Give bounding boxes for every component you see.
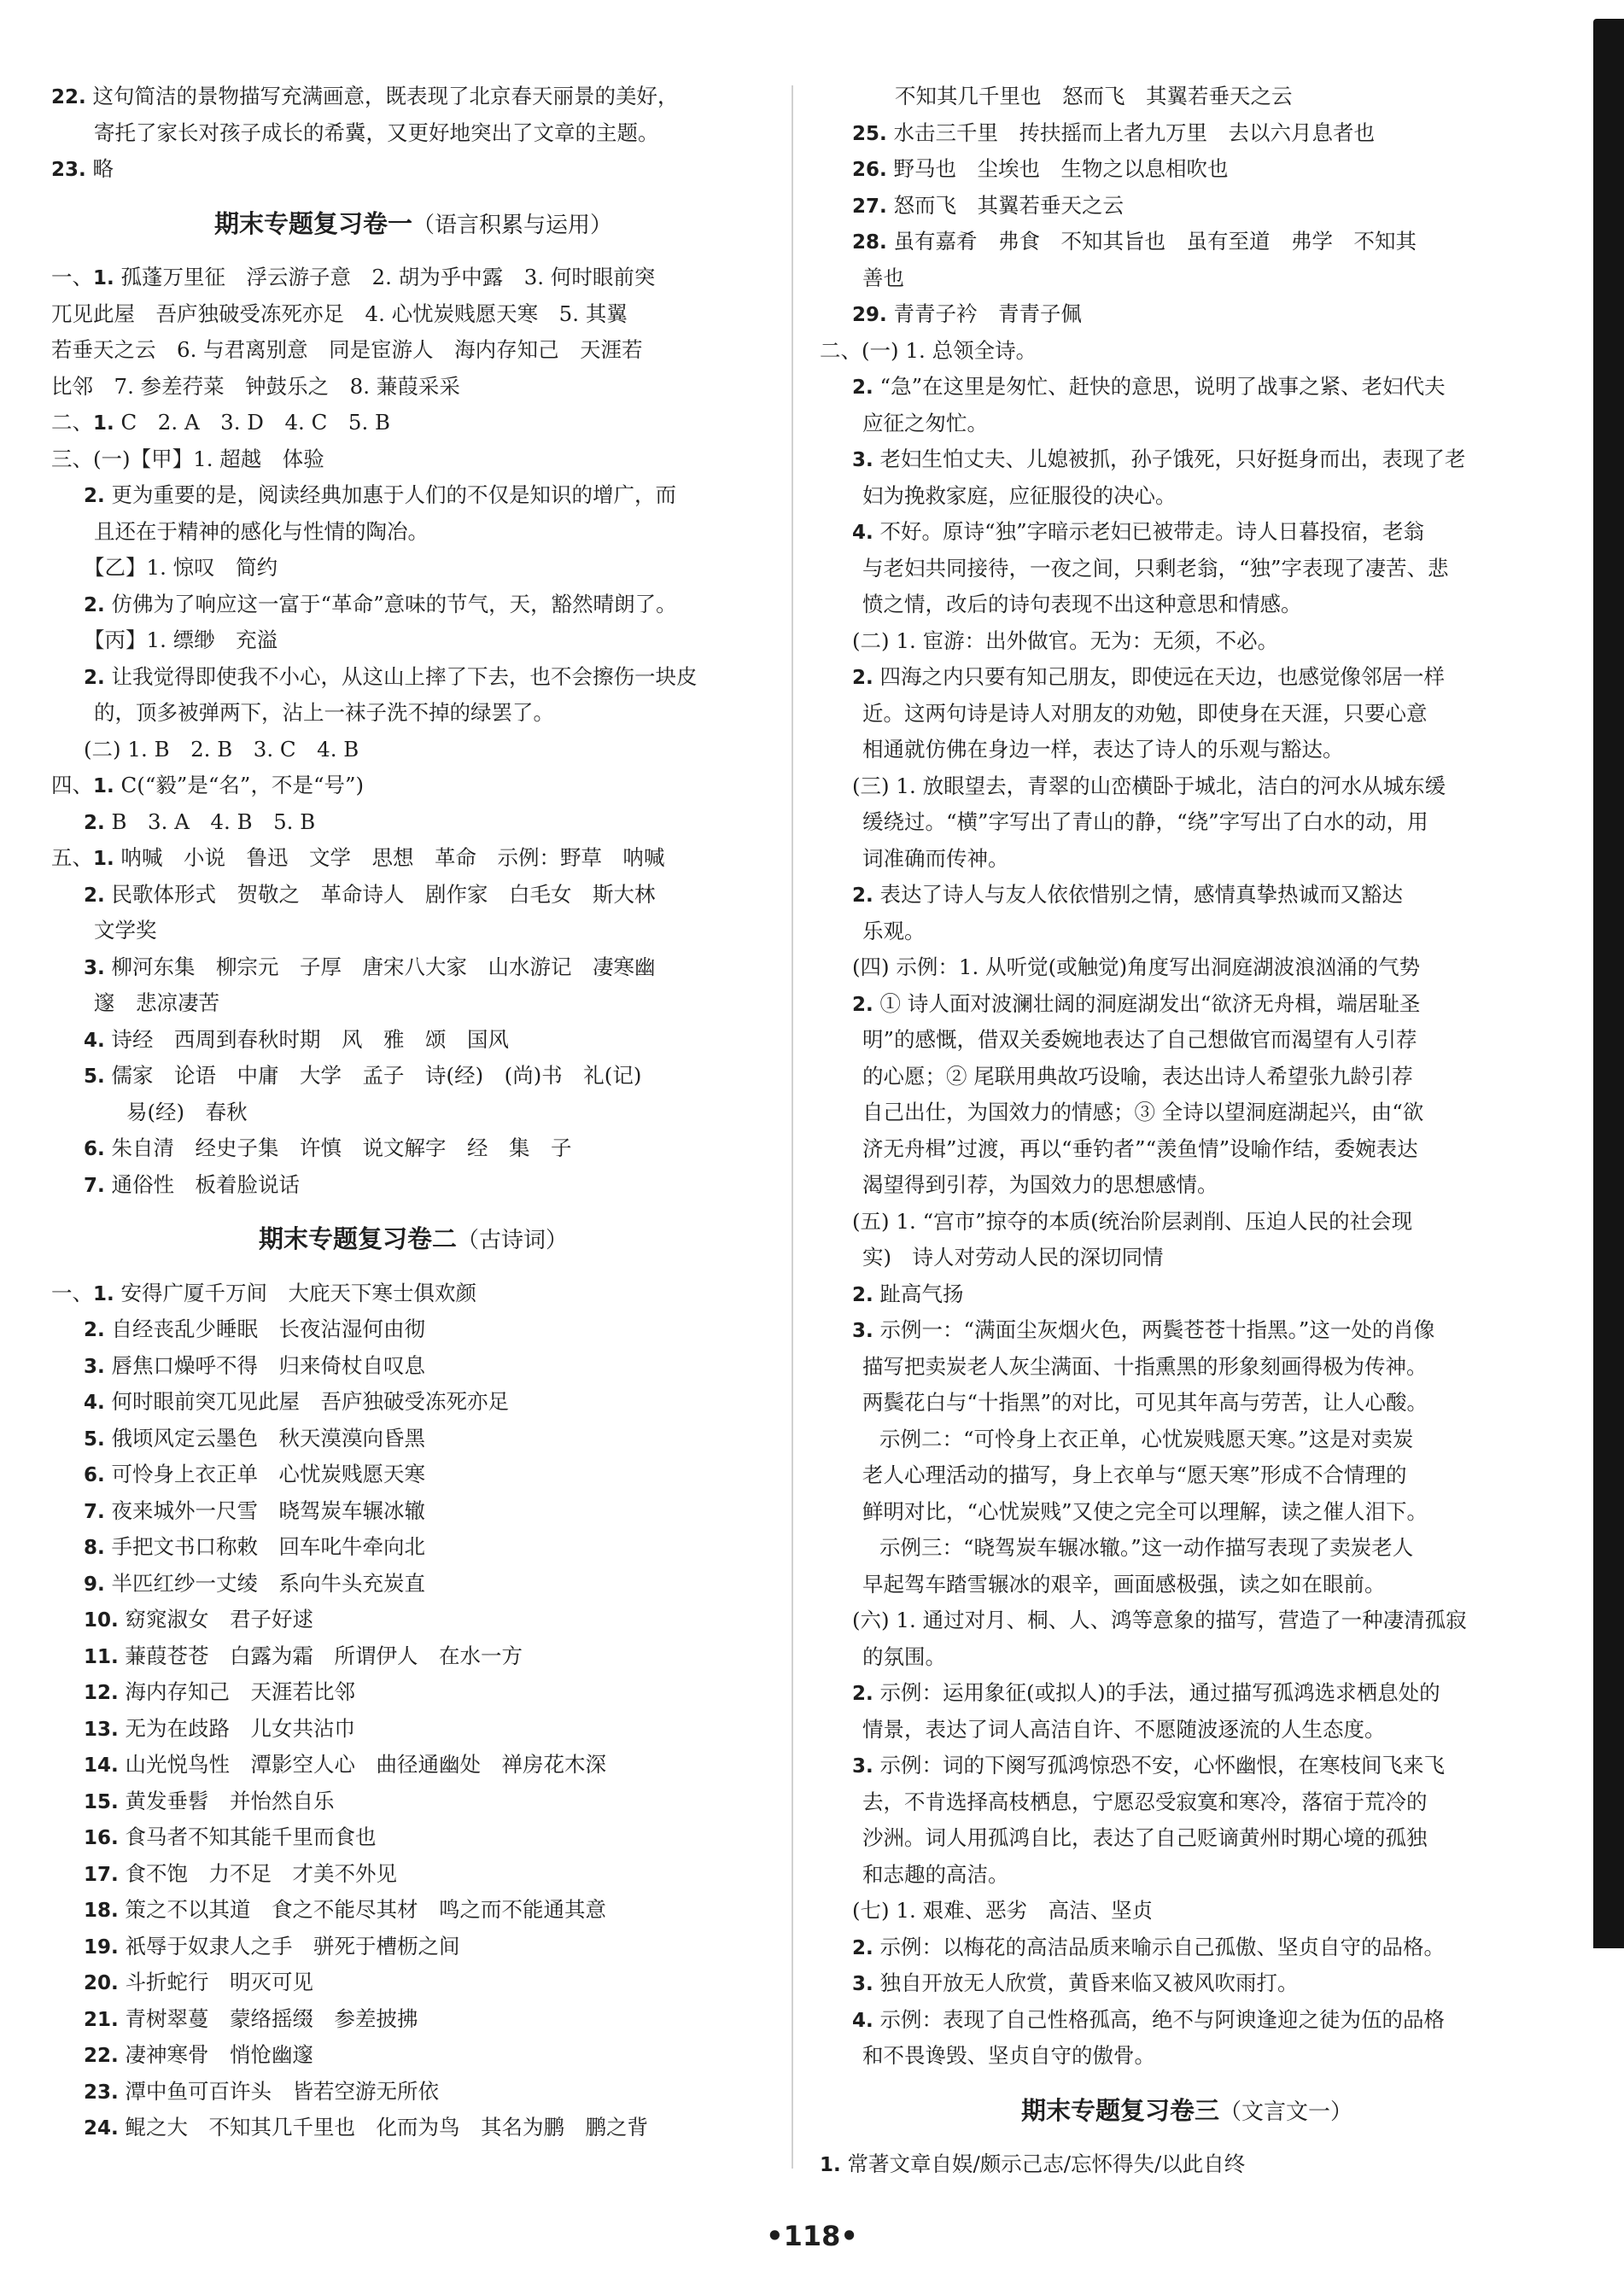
answer-text: 柳河东集 柳宗元 子厚 唐宋八大家 山水游记 凄寒幽 [111, 954, 656, 979]
answer-text: 自己出仕，为国效力的情感；③ 全诗以望洞庭湖起兴，由“欲 [862, 1100, 1424, 1124]
answer-text: 和志趣的高洁。 [862, 1861, 1009, 1887]
page-number: •118• [766, 2220, 858, 2252]
answer-line [820, 1385, 1554, 1422]
question-number: 6. [84, 1464, 105, 1486]
question-number: 2. [852, 377, 873, 399]
answer-text: 表达了诗人与友人依依惜别之情，感情真挚热诚而又豁达 [879, 882, 1404, 907]
answer-line [51, 1276, 775, 1312]
answer-line [820, 1167, 1554, 1204]
answer-text: 与老妇共同接待，一夜之间，只剩老翁，“独”字表现了凄苦、悲 [862, 555, 1449, 581]
answer-text: 海内存知己 天涯若比邻 [125, 1679, 356, 1704]
question-number: 7. [84, 1500, 105, 1523]
answer-text: 寄托了家长对孩子成长的希冀，又更好地突出了文章的主题。 [94, 120, 659, 145]
answer-text: 乐观。 [862, 918, 926, 943]
answer-text: 的氛围。 [862, 1643, 946, 1669]
question-number: 26. [852, 159, 887, 181]
question-number: 2. [84, 1319, 105, 1341]
answer-line [51, 2037, 775, 2074]
answer-text: 相通就仿佛在身边一样，表达了诗人的乐观与豁达。 [862, 737, 1344, 762]
answer-text: 不好。原诗“独”字暗示老妇已被带走。诗人日暮投宿，老翁 [879, 519, 1425, 544]
answer-line [51, 1457, 775, 1493]
answer-line [51, 1311, 775, 1348]
answer-text: ① 诗人面对波澜壮阔的洞庭湖发出“欲济无舟楫，端居耻圣 [879, 990, 1421, 1016]
part-label: 二、 [51, 410, 93, 435]
answer-line [51, 405, 775, 441]
answer-text: 食不饱 力不足 才美不外见 [125, 1860, 398, 1886]
question-number: 3. [852, 1973, 873, 1995]
answer-line [820, 1349, 1554, 1386]
answer-text: 老人心理活动的描写，身上衣单与“愿天寒”形成不合情理的 [862, 1462, 1407, 1487]
answer-text: (五) 1. “宫市”掠夺的本质(统治阶层剥削、压迫人民的社会现 [852, 1208, 1413, 1234]
answer-line [51, 1784, 775, 1820]
answer-line [51, 587, 775, 623]
question-number: 2. [84, 666, 105, 689]
answer-text: 儒家 论语 中庸 大学 孟子 诗(经) (尚)书 礼(记) [111, 1063, 642, 1088]
answer-line [820, 1712, 1554, 1748]
answer-text: C 2. A 3. D 4. C 5. B [120, 410, 391, 435]
part-label: 三、 [51, 446, 93, 471]
question-number: 10. [84, 1609, 119, 1632]
answer-line [820, 1059, 1554, 1095]
answer-text: 水击三千里 抟扶摇而上者九万里 去以六月息者也 [893, 120, 1376, 145]
answer-text: 自经丧乱少睡眠 长夜沾湿何由彻 [111, 1316, 426, 1341]
answer-line [820, 841, 1554, 878]
answer-line [51, 1819, 775, 1856]
answer-line [820, 2146, 1554, 2183]
answer-text: 早起驾车踏雪辗冰的艰辛，画面感极强，读之如在眼前。 [862, 1571, 1386, 1597]
question-number: 2. [852, 1936, 873, 1959]
answer-line [51, 622, 775, 659]
answer-line [820, 1603, 1554, 1639]
question-number: 2. [84, 485, 105, 507]
answer-line [51, 1892, 775, 1929]
answer-text: 唇焦口燥呼不得 归来倚杖自叹息 [111, 1352, 426, 1378]
question-number: 27. [852, 195, 887, 218]
answer-line [820, 623, 1554, 660]
answer-text: 易(经) 春秋 [126, 1099, 248, 1124]
question-number: 21. [84, 2008, 119, 2031]
answer-text: (二) 1. B 2. B 3. C 4. B [84, 736, 359, 762]
question-number: 9. [84, 1573, 105, 1596]
answer-text: (三) 1. 放眼望去，青翠的山峦横卧于城北，洁白的河水从城东缓 [852, 773, 1446, 798]
answer-line [51, 79, 775, 115]
answer-text: (一)【甲】1. 超越 体验 [93, 446, 324, 471]
column-divider [792, 85, 793, 2169]
answer-line [820, 659, 1554, 696]
answer-line [51, 1929, 775, 1965]
answer-text: 去，不肯选择高枝栖息，宁愿忍受寂寞和寒冷，落宿于荒冷的 [862, 1789, 1428, 1814]
answer-text: 若垂天之云 6. 与君离别意 同是宦游人 海内存知己 天涯若 [51, 337, 643, 362]
answer-line [51, 1747, 775, 1784]
answer-line [51, 1711, 775, 1748]
answer-text: 鲜明对比，“心忧炭贱”又使之完全可以理解，读之催人泪下。 [862, 1498, 1428, 1524]
question-number: 2. [852, 1683, 873, 1705]
question-number: 20. [84, 1972, 119, 1994]
question-number: 15. [84, 1790, 119, 1813]
question-number: 4. [84, 1392, 105, 1414]
answer-text: 两鬓花白与“十指黑”的对比，可见其年高与劳苦，让人心酸。 [862, 1390, 1428, 1415]
answer-text: 更为重要的是，阅读经典加惠于人们的不仅是知识的增广，而 [111, 482, 677, 507]
answer-text: 和不畏谗毁、坚贞自守的傲骨。 [862, 2043, 1155, 2068]
answer-line [820, 151, 1554, 188]
answer-line [820, 1131, 1554, 1168]
question-number: 3. [84, 956, 105, 979]
question-number: 3. [852, 449, 873, 471]
answer-text: 的心愿；② 尾联用典故巧设喻，表达出诗人希望张九龄引荐 [862, 1063, 1413, 1089]
question-number: 2. [852, 1283, 873, 1306]
question-number: 16. [84, 1827, 119, 1849]
answer-line [51, 441, 775, 478]
answer-line [820, 1422, 1554, 1458]
answer-text: 食马者不知其能千里而食也 [125, 1824, 377, 1849]
answer-line [51, 2001, 775, 2038]
answer-text: 虽有嘉肴 弗食 不知其旨也 虽有至道 弗学 不知其 [893, 229, 1417, 254]
answer-line [820, 877, 1554, 914]
answer-text: 示例三：“晓驾炭车辗冰辙。”这一动作描写表现了卖炭老人 [879, 1535, 1414, 1560]
answer-text: 老妇生怕丈夫、儿媳被抓，孙子饿死，只好挺身而出，表现了老 [879, 447, 1466, 471]
answer-line [51, 1130, 775, 1167]
answer-text: 明”的感慨，借双关委婉地表达了自己想做官而渴望有人引荐 [862, 1027, 1417, 1052]
question-number: 1. [93, 1282, 114, 1305]
answer-line [820, 1820, 1554, 1857]
answer-line [51, 1965, 775, 2001]
answer-line [820, 914, 1554, 950]
answer-line [820, 406, 1554, 442]
answer-text: 潭中鱼可百许头 皆若空游无所依 [125, 2078, 440, 2104]
question-number: 5. [84, 1065, 105, 1088]
answer-line [51, 1421, 775, 1457]
question-number: 22. [84, 2045, 119, 2067]
answer-text: 通俗性 板着脸说话 [111, 1171, 301, 1197]
answer-line [820, 1022, 1554, 1059]
answer-line [820, 79, 1554, 115]
question-number: 1. [820, 2154, 841, 2176]
answer-text: 诗经 西周到春秋时期 风 雅 颂 国风 [111, 1026, 510, 1052]
answer-text: 让我觉得即使我不小心，从这山上摔了下去，也不会擦伤一块皮 [111, 663, 698, 689]
answer-line [820, 1204, 1554, 1241]
answer-line [51, 804, 775, 841]
answer-line [51, 1095, 775, 1131]
answer-text: 兀见此屋 吾庐独破受冻死亦足 4. 心忧炭贱愿天寒 5. 其翼 [51, 301, 628, 326]
answer-text: 渴望得到引荐，为国效力的思想感情。 [862, 1172, 1218, 1197]
answer-line [51, 1856, 775, 1893]
question-number: 4. [852, 522, 873, 544]
answer-text: 俄顷风定云墨色 秋天漠漠向昏黑 [111, 1425, 426, 1451]
answer-text: 示例一：“满面尘灰烟火色，两鬓苍苍十指黑。”这一处的肖像 [879, 1317, 1435, 1342]
answer-line [820, 333, 1554, 370]
section-heading-subtitle: （古诗词） [457, 1228, 569, 1253]
answer-text: 安得广厦千万间 大庇天下寒士俱欢颜 [120, 1280, 477, 1305]
question-number: 19. [84, 1935, 119, 1959]
section-heading [51, 206, 775, 242]
answer-text: 略 [92, 156, 114, 181]
question-number: 18. [84, 1900, 119, 1922]
answer-text: 妇为挽救家庭，应征服役的决心。 [862, 482, 1177, 508]
answer-line [51, 1602, 775, 1638]
answer-line [820, 1095, 1554, 1131]
answer-text: 祇辱于奴隶人之手 骈死于槽枥之间 [125, 1933, 460, 1959]
answer-text: 怒而飞 其翼若垂天之云 [893, 192, 1125, 218]
answer-line [51, 1529, 775, 1566]
question-number: 8. [84, 1537, 105, 1559]
section-heading [51, 1221, 775, 1258]
answer-text: 仿佛为了响应这一富于“革命”意味的节气，天，豁然晴朗了。 [111, 591, 677, 616]
answer-line [820, 1240, 1554, 1276]
answer-text: 的，顶多被弹两下，沾上一袜子洗不掉的绿罢了。 [94, 700, 554, 725]
answer-line [51, 2074, 775, 2110]
part-label: 五、 [51, 845, 93, 870]
answer-text: 趾高气扬 [879, 1281, 964, 1306]
answer-text: C(“毅”是“名”，不是“号”) [120, 773, 365, 797]
answer-line [820, 1494, 1554, 1531]
answer-text: 半匹红纱一丈绫 系向牛头充炭直 [111, 1570, 426, 1596]
question-number: 3. [852, 1320, 873, 1342]
answer-line [51, 369, 775, 406]
answer-text: “急”在这里是匆忙、赶快的意思，说明了战事之紧、老妇代夫 [879, 374, 1446, 399]
answer-text: 斗折蛇行 明灭可见 [125, 1970, 314, 1994]
part-label: 二、 [820, 337, 862, 363]
answer-line [51, 296, 775, 333]
answer-line [820, 1457, 1554, 1494]
answer-line [51, 695, 775, 732]
answer-line [820, 1312, 1554, 1349]
answer-text: 这句简洁的景物描写充满画意，既表现了北京春天丽景的美好， [92, 84, 679, 108]
question-number: 1. [93, 267, 114, 289]
answer-line [51, 1566, 775, 1603]
answer-line [820, 296, 1554, 333]
answer-line [820, 1857, 1554, 1894]
left-column [51, 79, 775, 2146]
answer-text: 民歌体形式 贺敬之 革命诗人 剧作家 白毛女 斯大林 [111, 881, 656, 907]
answer-line [51, 732, 775, 768]
answer-text: 沙洲。词人用孤鸿自比，表达了自己贬谪黄州时期心境的孤独 [862, 1825, 1428, 1850]
answer-line [51, 840, 775, 877]
question-number: 4. [84, 1029, 105, 1052]
answer-text: 四海之内只要有知己朋友，即使远在天边，也感觉像邻居一样 [879, 664, 1446, 689]
answer-text: 孤蓬万里征 浮云游子意 2. 胡为乎中露 3. 何时眼前突 [120, 265, 656, 289]
answer-text: 示例：以梅花的高洁品质来喻示自己孤傲、坚贞自守的品格。 [879, 1934, 1446, 1959]
question-number: 22. [51, 86, 86, 108]
question-number: 11. [84, 1645, 119, 1668]
answer-line [51, 1022, 775, 1059]
answer-text: (七) 1. 艰难、恶劣 高洁、坚贞 [852, 1898, 1154, 1923]
question-number: 28. [852, 231, 887, 254]
answer-text: 且还在于精神的感化与性情的陶冶。 [94, 518, 429, 544]
answer-line [51, 332, 775, 369]
answer-line [51, 1167, 775, 1204]
answer-text: 实) 诗人对劳动人民的深切同情 [862, 1245, 1164, 1270]
answer-text: B 3. A 4. B 5. B [111, 809, 316, 834]
question-number: 3. [84, 1355, 105, 1378]
answer-text: 朱自清 经史子集 许慎 说文解字 经 集 子 [111, 1136, 572, 1160]
answer-text: (四) 示例：1. 从听觉(或触觉)角度写出洞庭湖波浪汹涌的气势 [852, 955, 1421, 979]
question-number: 2. [84, 884, 105, 907]
answer-text: 善也 [862, 265, 904, 290]
section-heading-subtitle: （文言文一） [1219, 2099, 1353, 2125]
answer-text: 应征之匆忙。 [862, 410, 988, 435]
answer-text: 呐喊 小说 鲁迅 文学 思想 革命 示例：野草 呐喊 [120, 845, 665, 870]
answer-line [820, 587, 1554, 623]
answer-line [820, 1748, 1554, 1784]
answer-line [820, 514, 1554, 551]
question-number: 23. [84, 2081, 119, 2104]
answer-text: 独自开放无人欣赏，黄昏来临又被风吹雨打。 [879, 1970, 1299, 1995]
question-number: 17. [84, 1863, 119, 1886]
answer-line [820, 551, 1554, 587]
question-number: 24. [84, 2117, 119, 2140]
answer-line [820, 2038, 1554, 2075]
question-number: 2. [852, 993, 873, 1016]
answer-text: 不知其几千里也 怒而飞 其翼若垂天之云 [895, 84, 1293, 108]
answer-text: 常著文章自娱/颇示己志/忘怀得失/以此自终 [847, 2151, 1246, 2176]
answer-line [51, 768, 775, 804]
question-number: 5. [84, 1427, 105, 1451]
answer-text: 示例：运用象征(或拟人)的手法，通过描写孤鸿选求栖息处的 [879, 1680, 1440, 1705]
question-number: 1. [93, 775, 114, 797]
answer-line [51, 1638, 775, 1675]
answer-line [51, 877, 775, 914]
answer-line [51, 1058, 775, 1095]
right-column [820, 79, 1554, 2183]
answer-line [51, 477, 775, 514]
answer-line [51, 1348, 775, 1385]
question-number: 23. [51, 159, 86, 181]
part-label: 四、 [51, 773, 93, 797]
answer-line [820, 224, 1554, 260]
answer-text: 黄发垂髫 并怡然自乐 [125, 1788, 335, 1813]
answer-line [51, 115, 775, 152]
question-number: 2. [84, 593, 105, 616]
part-label: 一、 [51, 1280, 93, 1305]
answer-text: 山光悦鸟性 潭影空人心 曲径通幽处 禅房花木深 [125, 1752, 607, 1777]
answer-text: (六) 1. 通过对月、桐、人、鸿等意象的描写，营造了一种凄清孤寂 [852, 1608, 1467, 1632]
question-number: 13. [84, 1718, 119, 1741]
section-heading-subtitle: （语言积累与运用） [412, 212, 613, 238]
answer-line [820, 1929, 1554, 1966]
answer-text: 【乙】1. 惊叹 简约 [84, 555, 278, 580]
answer-text: 示例：表现了自己性格孤高，绝不与阿谀逢迎之徒为伍的品格 [879, 2006, 1446, 2032]
answer-text: 词准确而传神。 [862, 845, 1009, 871]
answer-text: 缓绕过。“横”字写出了青山的静，“绕”字写出了白水的动，用 [862, 809, 1428, 834]
question-number: 2. [84, 811, 105, 834]
answer-line [820, 1567, 1554, 1603]
question-number: 2. [852, 667, 873, 689]
answer-line [820, 804, 1554, 841]
answer-text: 凄神寒骨 悄怆幽邃 [125, 2042, 314, 2067]
page-edge-shadow [1593, 19, 1624, 1948]
section-heading-title: 期末专题复习卷二 [258, 1224, 457, 1253]
answer-line [820, 441, 1554, 478]
answer-text: 野马也 尘埃也 生物之以息相吹也 [893, 156, 1229, 181]
answer-line [51, 260, 775, 296]
answer-text: 情景，表达了词人高洁自许、不愿随波逐流的人生态度。 [862, 1716, 1386, 1742]
answer-text: 邃 悲凉凄苦 [94, 990, 219, 1015]
question-number: 3. [852, 1755, 873, 1778]
answer-text: 窈窕淑女 君子好逑 [125, 1607, 314, 1632]
answer-text: (二) 1. 宦游：出外做官。无为：无须，不必。 [852, 628, 1279, 653]
section-heading-title: 期末专题复习卷三 [1020, 2095, 1219, 2125]
answer-text: 愤之情，改后的诗句表现不出这种意思和情感。 [862, 592, 1302, 616]
answer-text: 手把文书口称敕 回车叱牛牵向北 [111, 1534, 426, 1559]
answer-text: 文学奖 [94, 918, 157, 943]
answer-text: 青树翠蔓 蒙络摇缀 参差披拂 [125, 2005, 418, 2031]
answer-text: 【丙】1. 缥缈 充溢 [84, 628, 278, 652]
answer-line [51, 1674, 775, 1711]
answer-line [51, 514, 775, 551]
question-number: 4. [852, 2009, 873, 2032]
answer-line [51, 151, 775, 188]
answer-line [51, 659, 775, 696]
question-number: 7. [84, 1174, 105, 1197]
answer-text: 近。这两句诗是诗人对朋友的劝勉，即使身在天涯，只要心意 [862, 700, 1428, 726]
answer-line [51, 985, 775, 1022]
answer-line [820, 115, 1554, 152]
answer-text: 描写把卖炭老人灰尘满面、十指熏黑的形象刻画得极为传神。 [862, 1353, 1428, 1379]
answer-line [820, 188, 1554, 225]
answer-text: 蒹葭苍苍 白露为霜 所谓伊人 在水一方 [125, 1643, 523, 1668]
answer-line [820, 1784, 1554, 1821]
answer-line [820, 696, 1554, 733]
answer-text: 夜来城外一尺雪 晓驾炭车辗冰辙 [111, 1497, 426, 1523]
part-label: 一、 [51, 265, 93, 289]
answer-text: 可怜身上衣正单 心忧炭贱愿天寒 [111, 1462, 426, 1486]
answer-text: (一) 1. 总领全诗。 [862, 337, 1037, 363]
answer-line [820, 732, 1554, 768]
answer-line [51, 913, 775, 949]
answer-line [820, 369, 1554, 406]
answer-line [820, 949, 1554, 986]
answer-line [820, 768, 1554, 805]
answer-text: 济无舟楫”过渡，再以“垂钓者”“羡鱼情”设喻作结，委婉表达 [862, 1136, 1418, 1161]
answer-line [51, 1493, 775, 1530]
answer-text: 示例二：“可怜身上衣正单，心忧炭贱愿天寒。”这是对卖炭 [879, 1426, 1414, 1451]
question-number: 12. [84, 1682, 119, 1704]
answer-line [51, 2110, 775, 2146]
answer-line [820, 1965, 1554, 2002]
answer-text: 鲲之大 不知其几千里也 化而为鸟 其名为鹏 鹏之背 [125, 2115, 649, 2140]
question-number: 14. [84, 1754, 119, 1777]
question-number: 2. [852, 884, 873, 907]
answer-text: 何时眼前突兀见此屋 吾庐独破受冻死亦足 [111, 1389, 510, 1414]
answer-line [51, 1384, 775, 1421]
question-number: 1. [93, 412, 114, 435]
answer-line [820, 260, 1554, 297]
answer-line [820, 478, 1554, 515]
section-heading [820, 2093, 1554, 2129]
answer-line [820, 1276, 1554, 1313]
answer-line [51, 550, 775, 587]
answer-line [820, 986, 1554, 1023]
answer-text: 比邻 7. 参差荇菜 钟鼓乐之 8. 蒹葭采采 [51, 373, 460, 399]
question-number: 25. [852, 122, 887, 145]
answer-line [51, 949, 775, 986]
question-number: 1. [93, 848, 114, 870]
answer-text: 策之不以其道 食之不能尽其材 鸣之而不能通其意 [125, 1897, 607, 1922]
answer-text: 无为在歧路 儿女共沾巾 [125, 1715, 356, 1741]
answer-line [820, 1639, 1554, 1676]
question-number: 6. [84, 1138, 105, 1160]
answer-line [820, 1893, 1554, 1929]
section-heading-title: 期末专题复习卷一 [213, 208, 412, 238]
answer-line [820, 2002, 1554, 2039]
answer-line [820, 1530, 1554, 1567]
answer-line [820, 1675, 1554, 1712]
answer-text: 示例：词的下阕写孤鸿惊恐不安，心怀幽恨，在寒枝间飞来飞 [879, 1753, 1446, 1778]
answer-text: 青青子衿 青青子佩 [893, 301, 1083, 326]
question-number: 29. [852, 304, 887, 326]
